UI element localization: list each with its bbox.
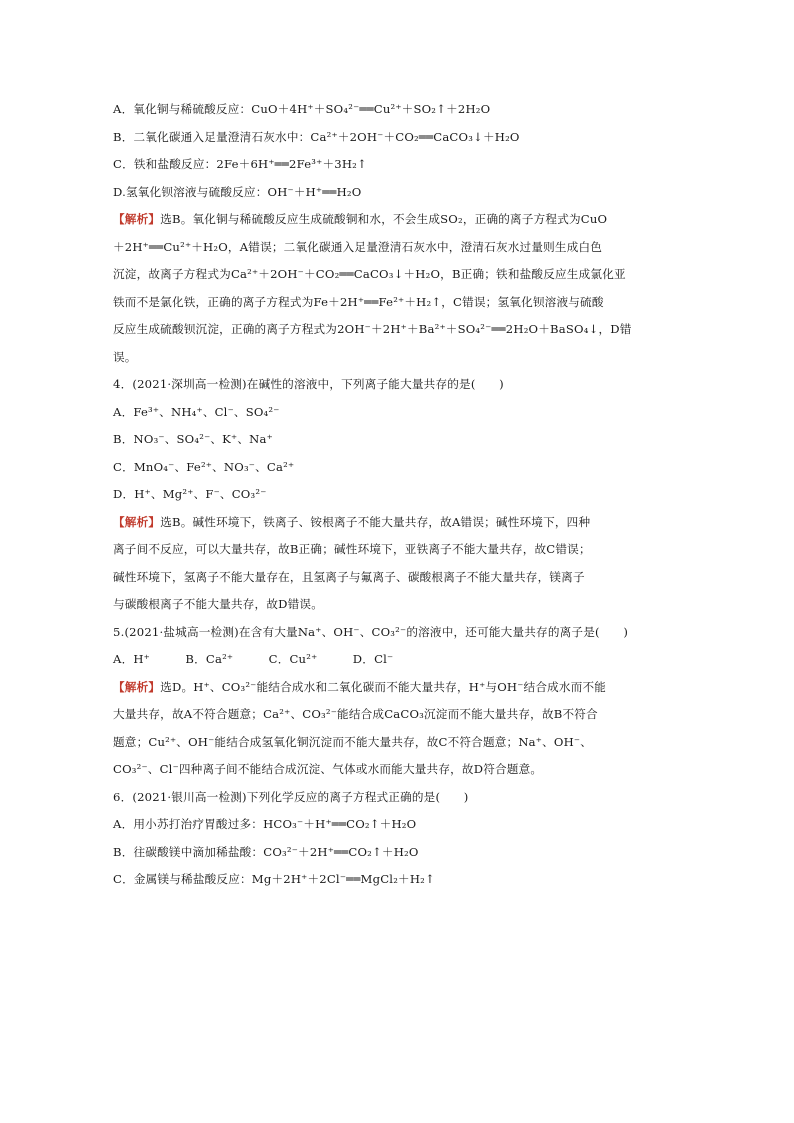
explanation-line: 碱性环境下，氢离子不能大量存在，且氢离子与氟离子、碳酸根离子不能大量共存，镁离子: [113, 569, 585, 584]
explanation-line: 【解析】选D。H⁺、CO₃²⁻能结合成水和二氧化碳而不能大量共存，H⁺与OH⁻结合成水而不能: [113, 679, 607, 694]
explanation-line: 离子间不反应，可以大量共存，故B正确；碱性环境下，亚铁离子不能大量共存，故C错误；: [113, 542, 591, 556]
explanation-line: 沉淀，故离子方程式为Ca²⁺＋2OH⁻＋CO₂══CaCO₃↓＋H₂O，B正确；铁和盐酸反应生成氯化亚: [113, 267, 626, 281]
explanation-line: 题意；Cu²⁺、OH⁻能结合成氢氧化铜沉淀而不能大量共存，故C不符合题意；Na⁺、OH⁻、: [113, 734, 593, 749]
explanation-line: ＋2H⁺══Cu²⁺＋H₂O，A错误；二氧化碳通入足量澄清石灰水中，澄清石灰水过量则生成白色: [113, 239, 603, 254]
explanation-line: 【解析】选B。碱性环境下，铁离子、铵根离子不能大量共存，故A错误；碱性环境下，四种: [113, 514, 591, 529]
explanation-line: CO₃²⁻、Cl⁻四种离子间不能结合成沉淀、气体或水而能大量共存，故D符合题意。: [113, 762, 543, 776]
question-4-option-a: A．Fe³⁺、NH₄⁺、Cl⁻、SO₄²⁻: [113, 404, 280, 419]
explanation-tag: 【解析】: [113, 679, 161, 694]
question-6-option-c: C．金属镁与稀盐酸反应：Mg＋2H⁺＋2Cl⁻══MgCl₂＋H₂↑: [113, 872, 435, 886]
question-5-options: A．H⁺ B．Ca²⁺ C．Cu²⁺ D．Cl⁻: [113, 652, 394, 666]
question-4-option-c: C．MnO₄⁻、Fe²⁺、NO₃⁻、Ca²⁺: [113, 459, 295, 474]
explanation-line: 与碳酸根离子不能大量共存，故D错误。: [113, 597, 323, 611]
explanation-line: 误。: [113, 349, 137, 364]
explanation-line: 【解析】选B。氧化铜与稀硫酸反应生成硫酸铜和水，不会生成SO₂，正确的离子方程式为CuO: [113, 212, 608, 226]
document-page: [113, 96, 698, 894]
explanation-line: 反应生成硫酸钡沉淀，正确的离子方程式为2OH⁻＋2H⁺＋Ba²⁺＋SO₄²⁻══2H₂O＋BaSO₄↓，D错: [113, 322, 632, 336]
question-5-stem: 5.(2021·盐城高一检测)在含有大量Na⁺、OH⁻、CO₃²⁻的溶液中，还可能大量共存的离子是( ): [113, 624, 629, 639]
option-b-q3: B．二氧化碳通入足量澄清石灰水中：Ca²⁺＋2OH⁻＋CO₂══CaCO₃↓＋H₂O: [113, 129, 520, 144]
question-6-option-b: B．往碳酸镁中滴加稀盐酸：CO₃²⁻＋2H⁺══CO₂↑＋H₂O: [113, 844, 419, 859]
question-4-option-d: D．H⁺、Mg²⁺、F⁻、CO₃²⁻: [113, 487, 267, 501]
option-d-q3: D.氢氧化钡溶液与硫酸反应：OH⁻＋H⁺══H₂O: [113, 184, 362, 199]
question-6-option-a: A．用小苏打治疗胃酸过多：HCO₃⁻＋H⁺══CO₂↑＋H₂O: [113, 817, 417, 831]
question-4-stem: 4．(2021·深圳高一检测)在碱性的溶液中，下列离子能大量共存的是( ): [113, 377, 504, 391]
explanation-line: 铁而不是氯化铁，正确的离子方程式为Fe＋2H⁺══Fe²⁺＋H₂↑，C错误；氢氧化钡溶液与硫酸: [113, 294, 604, 309]
option-a-q3: A．氧化铜与稀硫酸反应：CuO＋4H⁺＋SO₄²⁻══Cu²⁺＋SO₂↑＋2H₂O: [113, 102, 491, 116]
question-6-stem: 6．(2021·银川高一检测)下列化学反应的离子方程式正确的是( ): [113, 789, 469, 804]
option-c-q3: C．铁和盐酸反应：2Fe＋6H⁺══2Fe³⁺＋3H₂↑: [113, 157, 367, 171]
explanation-tag: 【解析】: [113, 514, 161, 529]
question-4-option-b: B．NO₃⁻、SO₄²⁻、K⁺、Na⁺: [113, 432, 273, 446]
explanation-line: 大量共存，故A不符合题意；Ca²⁺、CO₃²⁻能结合成CaCO₃沉淀而不能大量共存，故B不符合: [113, 707, 598, 721]
explanation-tag: 【解析】: [113, 212, 161, 226]
